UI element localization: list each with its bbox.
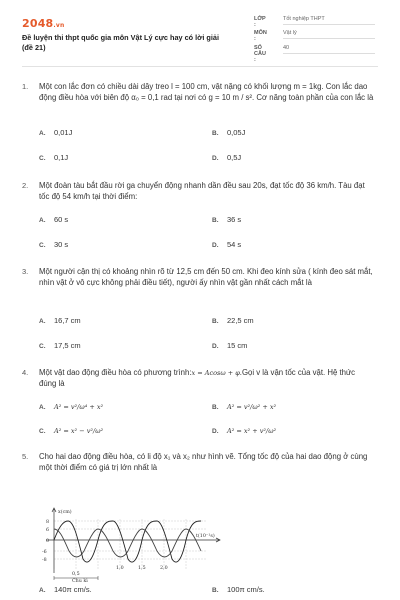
y-tick-label: 6 [46, 528, 50, 533]
question-text: Một đoàn tàu bắt đầu rời ga chuyển động nhanh dần đều sau 20s, đạt tốc độ 36 km/h. Tàu đạt tốc độ 54 km/h tại thời điểm: [39, 181, 365, 201]
question-text: Một con lắc đơn có chiều dài dây treo l = 100 cm, vật nặng có khối lượng m = 1kg. Con lắc dao động điều hòa với biên độ α₀ = 0,1 rad tại nơi có g = 10 m / s². Cơ năng toàn phần của con lắc là [39, 82, 374, 102]
question-number: 4. [22, 368, 29, 377]
q3-option-a[interactable]: A. 16,7 cm [39, 316, 81, 325]
x-tick-label: 0,5 [72, 572, 80, 577]
question-text: Một người cận thị có khoảng nhìn rõ từ 12,5 cm đến 50 cm. Khi đeo kính sửa ( kính đeo sát mắt, nhìn vật ở vô cực không phải điều tiết), người ấy nhìn vật gần nhất cách mắt là [39, 267, 373, 287]
y-tick-label: 8 [46, 520, 50, 525]
q3-option-d[interactable]: D. 15 cm [212, 341, 248, 350]
q2-option-d[interactable]: D. 54 s [212, 240, 242, 249]
q2-option-b[interactable]: B. 36 s [212, 215, 242, 224]
header-divider [22, 66, 378, 67]
y-tick-label: -8 [42, 558, 47, 563]
q1-option-d[interactable]: D. 0,5J [212, 153, 242, 162]
q1-option-c[interactable]: C. 0,1J [39, 153, 69, 162]
question-number: 3. [22, 267, 29, 276]
site-logo[interactable]: 2048.vn [22, 17, 65, 30]
q4-option-c[interactable]: C. A² = x² − v²/ω² [39, 427, 104, 435]
question-text: Một vật dao động điều hòa có phương trình:x = Acosω + φ.Gọi v là vận tốc của vật. Hệ thức đúng là [39, 368, 356, 388]
question-number: 5. [22, 452, 29, 461]
question-text: Cho hai dao động điều hòa, có li độ x₁ và x₂ như hình vẽ. Tổng tốc độ của hai dao động ở cùng một thời điểm có giá trị lớn nhất là [39, 452, 368, 472]
period-label: Chu kì [72, 579, 88, 584]
q4-option-b[interactable]: B. A² = v²/ω² + x² [212, 403, 277, 411]
document-header: 2048.vn Đề luyện thi thpt quốc gia môn Vật Lý cực hay có lời giải (đề 21) LỚP : Tốt nghiệp THPT MÔN : Vật lý SỐ CÂU : 40 [0, 0, 400, 66]
x-tick-label: 2,0 [160, 566, 168, 571]
question-number: 2. [22, 181, 29, 190]
x-tick-label: 1,0 [116, 566, 124, 571]
x-axis-label: t(10⁻¹s) [196, 534, 215, 539]
q5-option-a[interactable]: A. 140π cm/s. [39, 585, 92, 594]
equation-formula: x = Acosω + φ [191, 369, 240, 377]
q3-option-c[interactable]: C. 17,5 cm [39, 341, 81, 350]
y-tick-label: -6 [42, 550, 47, 555]
q2-option-c[interactable]: C. 30 s [39, 240, 69, 249]
q3-option-b[interactable]: B. 22,5 cm [212, 316, 254, 325]
document-title: Đề luyện thi thpt quốc gia môn Vật Lý cực hay có lời giải (đề 21) [22, 33, 219, 52]
y-tick-label: 0 [46, 539, 50, 544]
q5-option-b[interactable]: B. 100π cm/s. [212, 585, 265, 594]
x-tick-label: 1,5 [138, 566, 146, 571]
q2-option-a[interactable]: A. 60 s [39, 215, 69, 224]
q1-option-b[interactable]: B. 0,05J [212, 128, 246, 137]
oscillation-graph [36, 507, 226, 585]
q4-option-a[interactable]: A. A² = v²/ω⁴ + x² [39, 403, 104, 411]
q4-option-d[interactable]: D. A² = x² + v²/ω² [212, 427, 277, 435]
q1-option-a[interactable]: A. 0,01J [39, 128, 73, 137]
y-axis-label: x(cm) [58, 510, 72, 515]
question-number: 1. [22, 82, 29, 91]
